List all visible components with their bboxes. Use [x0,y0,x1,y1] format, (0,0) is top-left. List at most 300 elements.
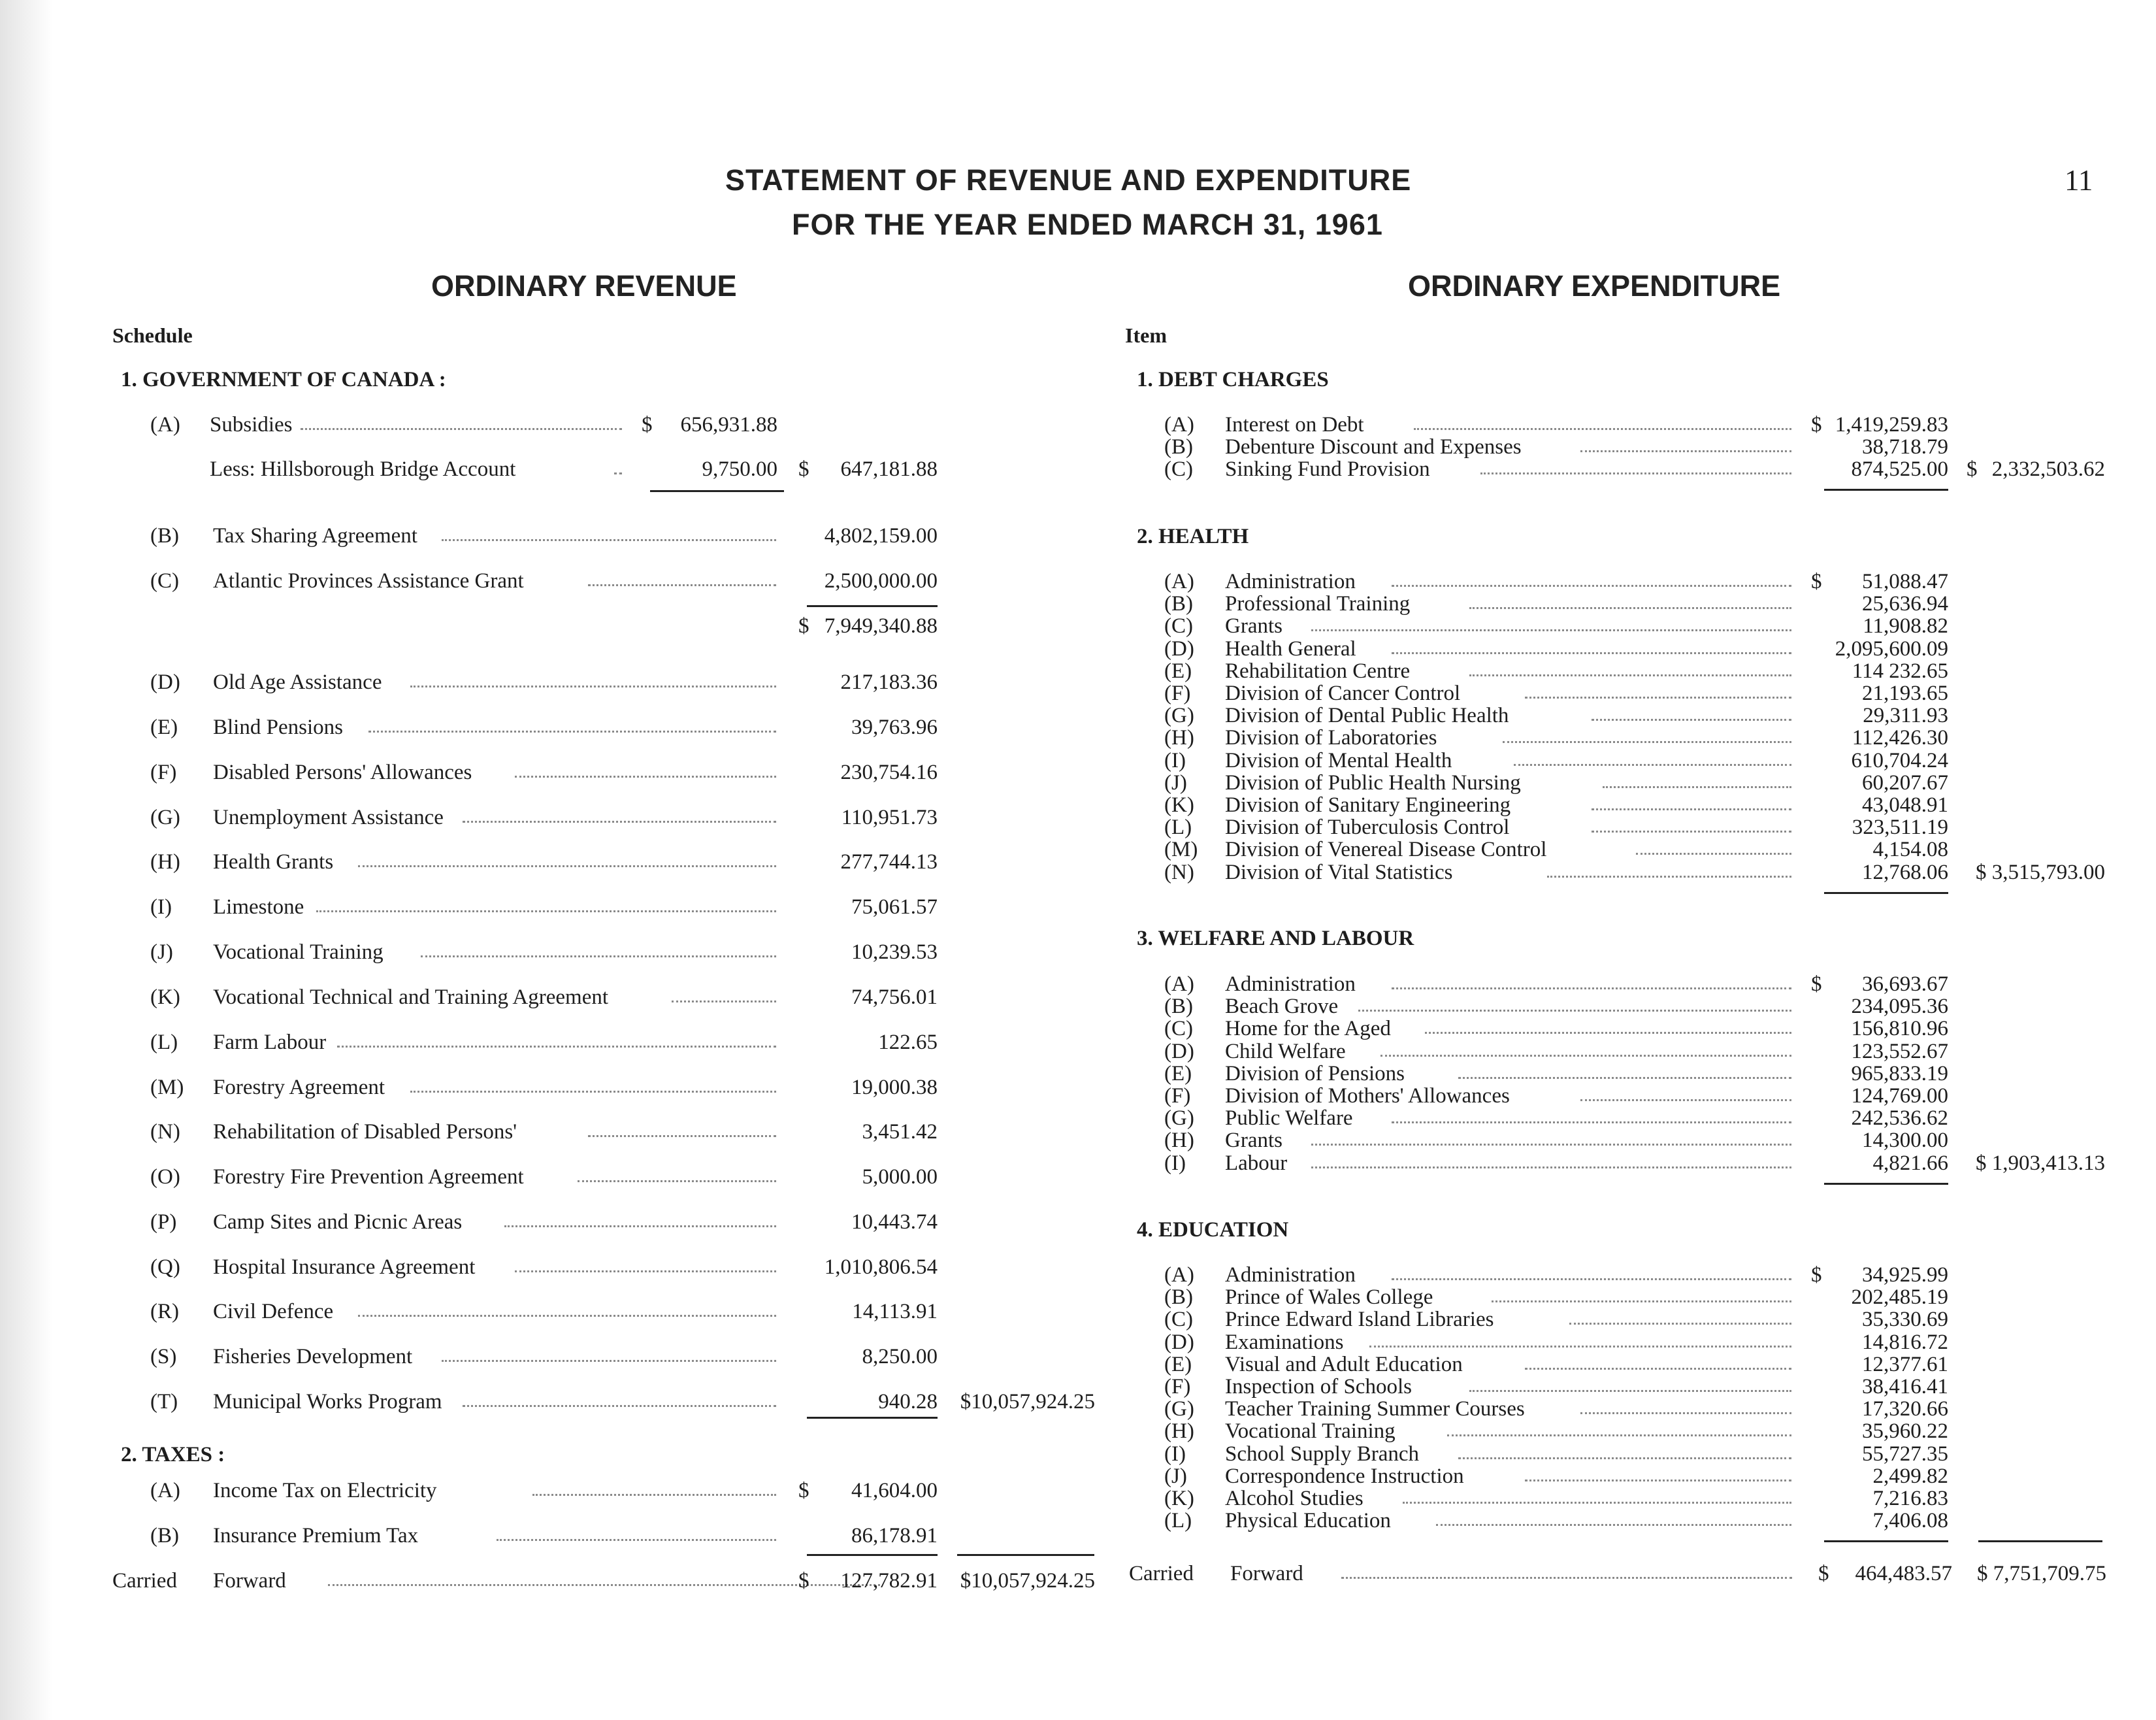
item-letter: (E) [1164,1353,1192,1376]
revenue-row [150,1165,1104,1187]
item-letter: (J) [150,940,173,964]
item-letter: (B) [1164,592,1193,616]
forward-label: Forward [1230,1562,1303,1585]
item-description: Division of Tuberculosis Control [1225,816,1510,839]
item-letter: (L) [1164,816,1192,839]
expenditure-row [1164,704,2105,726]
item-letter: (F) [1164,1084,1191,1108]
dot-leader [442,539,776,541]
item-letter: (I) [1164,749,1186,772]
carried-amount: 464,483.57 [1855,1562,1952,1585]
expenditure-row [1164,592,2105,614]
dot-leader [1425,1032,1791,1034]
amount: 656,931.88 [680,413,777,437]
item-letter: (B) [1164,995,1193,1018]
expenditure-row [1164,659,2105,682]
carried-total: $ 7,751,709.75 [1977,1562,2106,1585]
item-letter: (S) [150,1345,177,1368]
item-description: Disabled Persons' Allowances [213,761,472,784]
expenditure-row [1164,972,2105,995]
subsidies-underline [650,490,784,492]
amount: 4,821.66 [1872,1151,1948,1175]
dot-leader [410,686,776,687]
dot-leader [504,1225,776,1227]
item-description: Visual and Adult Education [1225,1353,1463,1376]
amount: 124,769.00 [1851,1084,1948,1108]
page-number: 11 [2065,164,2093,197]
item-description: Public Welfare [1225,1106,1353,1130]
amount: 21,193.65 [1862,682,1948,705]
item-description: Rehabilitation Centre [1225,659,1411,683]
dot-leader [1492,1300,1791,1302]
amount: 217,183.36 [840,670,938,694]
item-letter: (G) [1164,704,1194,727]
expenditure-row [1164,1509,2105,1531]
item-description: Old Age Assistance [213,670,382,694]
revenue-row [150,1300,1104,1322]
amount: 10,443.74 [851,1210,938,1234]
item-description: Prince Edward Island Libraries [1225,1308,1494,1331]
item-letter: (C) [1164,614,1193,638]
item-description: Administration [1225,570,1356,593]
item-description: Division of Mental Health [1225,749,1452,772]
dot-leader [1392,987,1791,989]
item-description: Alcohol Studies [1225,1487,1364,1510]
item-letter: (G) [1164,1106,1194,1130]
dot-leader [463,821,776,823]
item-description: Vocational Training [213,940,384,964]
item-letter: (A) [150,1479,180,1502]
revenue-row [150,806,1104,828]
carried-label: Carried [112,1569,177,1593]
dollar-sign: $ [1811,1263,1822,1287]
amount: 122.65 [878,1031,938,1054]
revenue-subtotal [150,614,1104,637]
dot-leader [515,776,776,778]
item-letter: (A) [1164,570,1194,593]
item-description: Division of Public Health Nursing [1225,771,1521,795]
dot-leader [1469,674,1791,676]
item-description: Municipal Works Program [213,1390,442,1414]
amount: 55,727.35 [1862,1442,1948,1466]
expenditure-row [1164,1308,2105,1330]
dot-leader [1469,607,1791,609]
amount: 874,525.00 [1851,457,1948,481]
item-letter: (A) [1164,972,1194,996]
dot-leader [337,1046,776,1048]
dot-leader [1341,1577,1792,1579]
item-description: School Supply Branch [1225,1442,1419,1466]
dot-leader [301,428,622,430]
item-description: Teacher Training Summer Courses [1225,1397,1525,1421]
dot-leader [1403,1502,1791,1504]
revenue-row [150,670,1104,693]
amount: 14,816.72 [1862,1331,1948,1354]
expenditure-row [1164,861,2105,883]
item-description: Grants [1225,614,1282,638]
expenditure-row [1164,1151,2105,1174]
item-letter: (E) [1164,1062,1192,1085]
revenue-row-subsidies [150,413,1104,435]
item-letter: (Q) [150,1255,180,1279]
item-letter: (C) [1164,1308,1193,1331]
subtotal-amount: 7,949,340.88 [824,614,938,638]
amount: 35,330.69 [1862,1308,1948,1331]
schedule-column-label: Schedule [112,323,193,347]
item-letter: (J) [1164,771,1187,795]
item-description: Fisheries Development [213,1345,413,1368]
item-letter: (D) [150,670,180,694]
expenditure-row [1164,1331,2105,1353]
dot-leader [421,955,776,957]
amount: 34,925.99 [1862,1263,1948,1287]
item-description: Insurance Premium Tax [213,1524,419,1547]
expenditure-row [1164,637,2105,659]
item-description: Forestry Agreement [213,1076,385,1099]
government-of-canada-heading: 1. GOVERNMENT OF CANADA : [121,368,446,391]
dot-leader [1392,652,1791,654]
statement-subtitle: FOR THE YEAR ENDED MARCH 31, 1961 [792,208,1383,241]
revenue-row [150,524,1104,546]
statement-title: STATEMENT OF REVENUE AND EXPENDITURE [725,163,1412,197]
expenditure-row [1164,1129,2105,1151]
revenue-row-less-bridge [150,457,1104,480]
amount: 51,088.47 [1862,570,1948,593]
amount: 277,744.13 [840,850,938,874]
item-letter: (H) [1164,1129,1194,1152]
item-description: Prince of Wales College [1225,1285,1433,1309]
carried-total: $10,057,924.25 [960,1569,1095,1593]
item-letter: (B) [1164,1285,1193,1309]
amount: 4,154.08 [1872,838,1948,861]
dot-leader [1311,1166,1791,1168]
section-underline [1824,892,1948,894]
item-description: Less: Hillsborough Bridge Account [210,457,516,481]
item-letter: (A) [1164,1263,1194,1287]
dot-leader [515,1270,776,1272]
expenditure-row [1164,413,2105,435]
item-description: Examinations [1225,1331,1344,1354]
carried-amount: 127,782.91 [840,1569,938,1593]
amount: 74,756.01 [851,985,938,1009]
amount: 38,718.79 [1862,435,1948,459]
revenue-row [150,1076,1104,1098]
revenue-row [150,1255,1104,1278]
carried-label: Carried [1129,1562,1194,1585]
item-letter: (A) [150,413,180,437]
education-total-underline [1978,1540,2102,1542]
dot-leader [316,910,776,912]
section-total: 2,332,503.62 [1991,457,2105,481]
dot-leader [1525,1368,1791,1370]
page-edge-shadow [0,0,52,1720]
expenditure-section-heading: 4. EDUCATION [1137,1218,1289,1242]
item-letter: (L) [150,1031,178,1054]
expenditure-row [1164,1464,2105,1487]
item-letter: (K) [1164,1487,1194,1510]
amount: 60,207.67 [1862,771,1948,795]
item-column-label: Item [1125,323,1167,347]
dot-leader [1503,741,1791,743]
amount: 29,311.93 [1863,704,1948,727]
revenue-row [150,1031,1104,1053]
item-letter: (D) [1164,1331,1194,1354]
grant-underline [807,605,938,607]
item-description: Division of Vital Statistics [1225,861,1453,884]
dot-leader [368,731,776,733]
municipal-underline [807,1417,938,1419]
amount: 75,061.57 [851,895,938,919]
amount: 965,833.19 [1851,1062,1948,1085]
item-letter: (T) [150,1390,178,1414]
dot-leader [1392,585,1791,587]
dollar-sign: $ [1811,972,1822,996]
amount: 19,000.38 [851,1076,938,1099]
revenue-row [150,1120,1104,1142]
item-description: Division of Pensions [1225,1062,1405,1085]
item-description: Division of Sanitary Engineering [1225,793,1511,817]
item-description: Grants [1225,1129,1282,1152]
item-description: Camp Sites and Picnic Areas [213,1210,463,1234]
dollar-sign: $ [798,1569,809,1593]
amount: 8,250.00 [862,1345,938,1368]
amount: 2,500,000.00 [824,569,938,593]
item-description: Division of Mothers' Allowances [1225,1084,1510,1108]
expenditure-row [1164,1397,2105,1419]
revenue-row [150,716,1104,738]
item-description: Blind Pensions [213,716,343,739]
item-letter: (A) [1164,413,1194,437]
item-description: Professional Training [1225,592,1411,616]
item-letter: (N) [1164,861,1194,884]
amount: 2,499.82 [1872,1464,1948,1488]
item-description: Health General [1225,637,1356,661]
amount: 323,511.19 [1852,816,1948,839]
expenditure-row [1164,1040,2105,1062]
item-letter: (R) [150,1300,179,1323]
amount: 36,693.67 [1862,972,1948,996]
revenue-row [150,761,1104,783]
item-letter: (K) [150,985,180,1009]
expenditure-heading: ORDINARY EXPENDITURE [1408,269,1781,303]
expenditure-row [1164,1375,2105,1397]
dollar-sign: $ [1811,413,1822,437]
item-description: Forestry Fire Prevention Agreement [213,1165,524,1189]
dot-leader [1392,1278,1791,1280]
item-letter: (F) [1164,682,1191,705]
dot-leader [358,1315,776,1317]
dot-leader [1514,764,1791,766]
item-letter: (E) [1164,659,1192,683]
amount: 202,485.19 [1851,1285,1948,1309]
amount: 940.28 [878,1390,938,1414]
amount: 17,320.66 [1862,1397,1948,1421]
item-letter: (D) [1164,1040,1194,1063]
section-total: $ 1,903,413.13 [1976,1151,2105,1175]
amount: 7,406.08 [1872,1509,1948,1532]
item-description: Correspondence Instruction [1225,1464,1464,1488]
amount: 12,768.06 [1862,861,1948,884]
item-description: Physical Education [1225,1509,1391,1532]
item-description: Subsidies [210,413,293,437]
expenditure-section-heading: 3. WELFARE AND LABOUR [1137,927,1414,950]
dot-leader [463,1405,776,1407]
expenditure-row [1164,1084,2105,1106]
expenditure-row [1164,816,2105,838]
amount: 86,178.91 [851,1524,938,1547]
revenue-row-insurance-tax [150,1524,1104,1546]
expenditure-row [1164,749,2105,771]
item-letter: (F) [150,761,177,784]
item-description: Health Grants [213,850,334,874]
item-letter: (I) [150,895,172,919]
expenditure-row [1164,1263,2105,1285]
amount: 38,416.41 [1862,1375,1948,1398]
amount: 39,763.96 [851,716,938,739]
expenditure-row [1164,793,2105,816]
item-description: Child Welfare [1225,1040,1346,1063]
dot-leader [1311,1144,1791,1146]
dot-leader [1311,629,1791,631]
amount: 11,908.82 [1863,614,1948,638]
expenditure-row [1164,1285,2105,1308]
dot-leader [532,1494,776,1496]
dot-leader [442,1360,776,1362]
amount: 242,536.62 [1851,1106,1948,1130]
dot-leader [497,1539,776,1541]
revenue-row [150,1210,1104,1232]
dollar-sign: $ [1811,570,1822,593]
expenditure-row [1164,1442,2105,1464]
item-description: Tax Sharing Agreement [213,524,417,548]
amount: 4,802,159.00 [824,524,938,548]
item-description: Vocational Training [1225,1419,1396,1443]
amount: 43,048.91 [1862,793,1948,817]
item-letter: (J) [1164,1464,1187,1488]
dot-leader [1380,1055,1791,1057]
revenue-row [150,850,1104,872]
expenditure-row [1164,838,2105,860]
expenditure-row [1164,726,2105,748]
dollar-sign: $ [798,457,809,481]
amount: 1,419,259.83 [1835,413,1948,437]
amount: 1,010,806.54 [824,1255,938,1279]
revenue-row [150,940,1104,963]
item-description: Civil Defence [213,1300,334,1323]
item-letter: (N) [150,1120,180,1144]
item-letter: (C) [1164,457,1193,481]
expenditure-row [1164,570,2105,592]
item-description: Administration [1225,1263,1356,1287]
item-letter: (I) [1164,1442,1186,1466]
item-description: Division of Dental Public Health [1225,704,1509,727]
section-underline [1824,1540,1948,1542]
taxes-heading: 2. TAXES : [121,1443,225,1466]
revenue-row [150,1345,1104,1367]
item-description: Farm Labour [213,1031,327,1054]
dot-leader [410,1091,776,1093]
amount: 112,426.30 [1852,726,1948,750]
amount: 5,000.00 [862,1165,938,1189]
dot-leader [1436,1524,1791,1526]
section-underline [1824,489,1948,491]
item-letter: (K) [1164,793,1194,817]
item-letter: (E) [150,716,178,739]
item-letter: (B) [150,524,179,548]
item-description: Inspection of Schools [1225,1375,1412,1398]
item-description: Hospital Insurance Agreement [213,1255,476,1279]
dot-leader [1480,472,1791,474]
item-description: Division of Laboratories [1225,726,1437,750]
item-description: Division of Venereal Disease Control [1225,838,1547,861]
expenditure-row [1164,682,2105,704]
amount: 110,951.73 [841,806,938,829]
amount: 230,754.16 [840,761,938,784]
dot-leader [1525,1480,1791,1481]
amount: 35,960.22 [1862,1419,1948,1443]
dot-leader [1458,1077,1791,1079]
amount: 234,095.36 [1851,995,1948,1018]
dollar-sign: $ [1967,457,1978,481]
item-description: Labour [1225,1151,1288,1175]
item-description: Unemployment Assistance [213,806,444,829]
dot-leader [1358,1010,1791,1012]
forward-label: Forward [213,1569,286,1593]
item-letter: (O) [150,1165,180,1189]
dollar-sign: $ [798,614,809,638]
item-letter: (B) [150,1524,179,1547]
item-letter: (G) [1164,1397,1194,1421]
expenditure-row [1164,1419,2105,1442]
dollar-sign: $ [642,413,653,437]
item-letter: (I) [1164,1151,1186,1175]
amount: 41,604.00 [851,1479,938,1502]
amount: 25,636.94 [1862,592,1948,616]
amount: 2,095,600.09 [1835,637,1948,661]
item-letter: (G) [150,806,180,829]
expenditure-section-heading: 2. HEALTH [1137,525,1249,548]
item-letter: (H) [150,850,180,874]
amount: 9,750.00 [702,457,777,481]
revenue-row [150,895,1104,918]
dot-leader [1414,428,1791,430]
revenue-row [150,569,1104,591]
item-letter: (L) [1164,1509,1192,1532]
expenditure-row [1164,771,2105,793]
revenue-row [150,985,1104,1008]
expenditure-row [1164,435,2105,457]
item-letter: (D) [1164,637,1194,661]
item-description: Rehabilitation of Disabled Persons' [213,1120,517,1144]
amount: 12,377.61 [1862,1353,1948,1376]
item-description: Interest on Debt [1225,413,1364,437]
dot-leader [358,865,776,867]
amount: 123,552.67 [1851,1040,1948,1063]
dot-leader [1369,1346,1791,1348]
dot-leader [1458,1457,1791,1459]
expenditure-row [1164,457,2105,480]
item-description: Beach Grove [1225,995,1339,1018]
expenditure-row [1164,1106,2105,1129]
item-description: Vocational Technical and Training Agreement [213,985,609,1009]
item-letter: (H) [1164,1419,1194,1443]
dot-leader [1525,697,1791,699]
expenditure-row [1164,1017,2105,1039]
item-letter: (B) [1164,435,1193,459]
item-letter: (C) [1164,1017,1193,1040]
total-underline [957,1554,1094,1556]
amount: 7,216.83 [1872,1487,1948,1510]
